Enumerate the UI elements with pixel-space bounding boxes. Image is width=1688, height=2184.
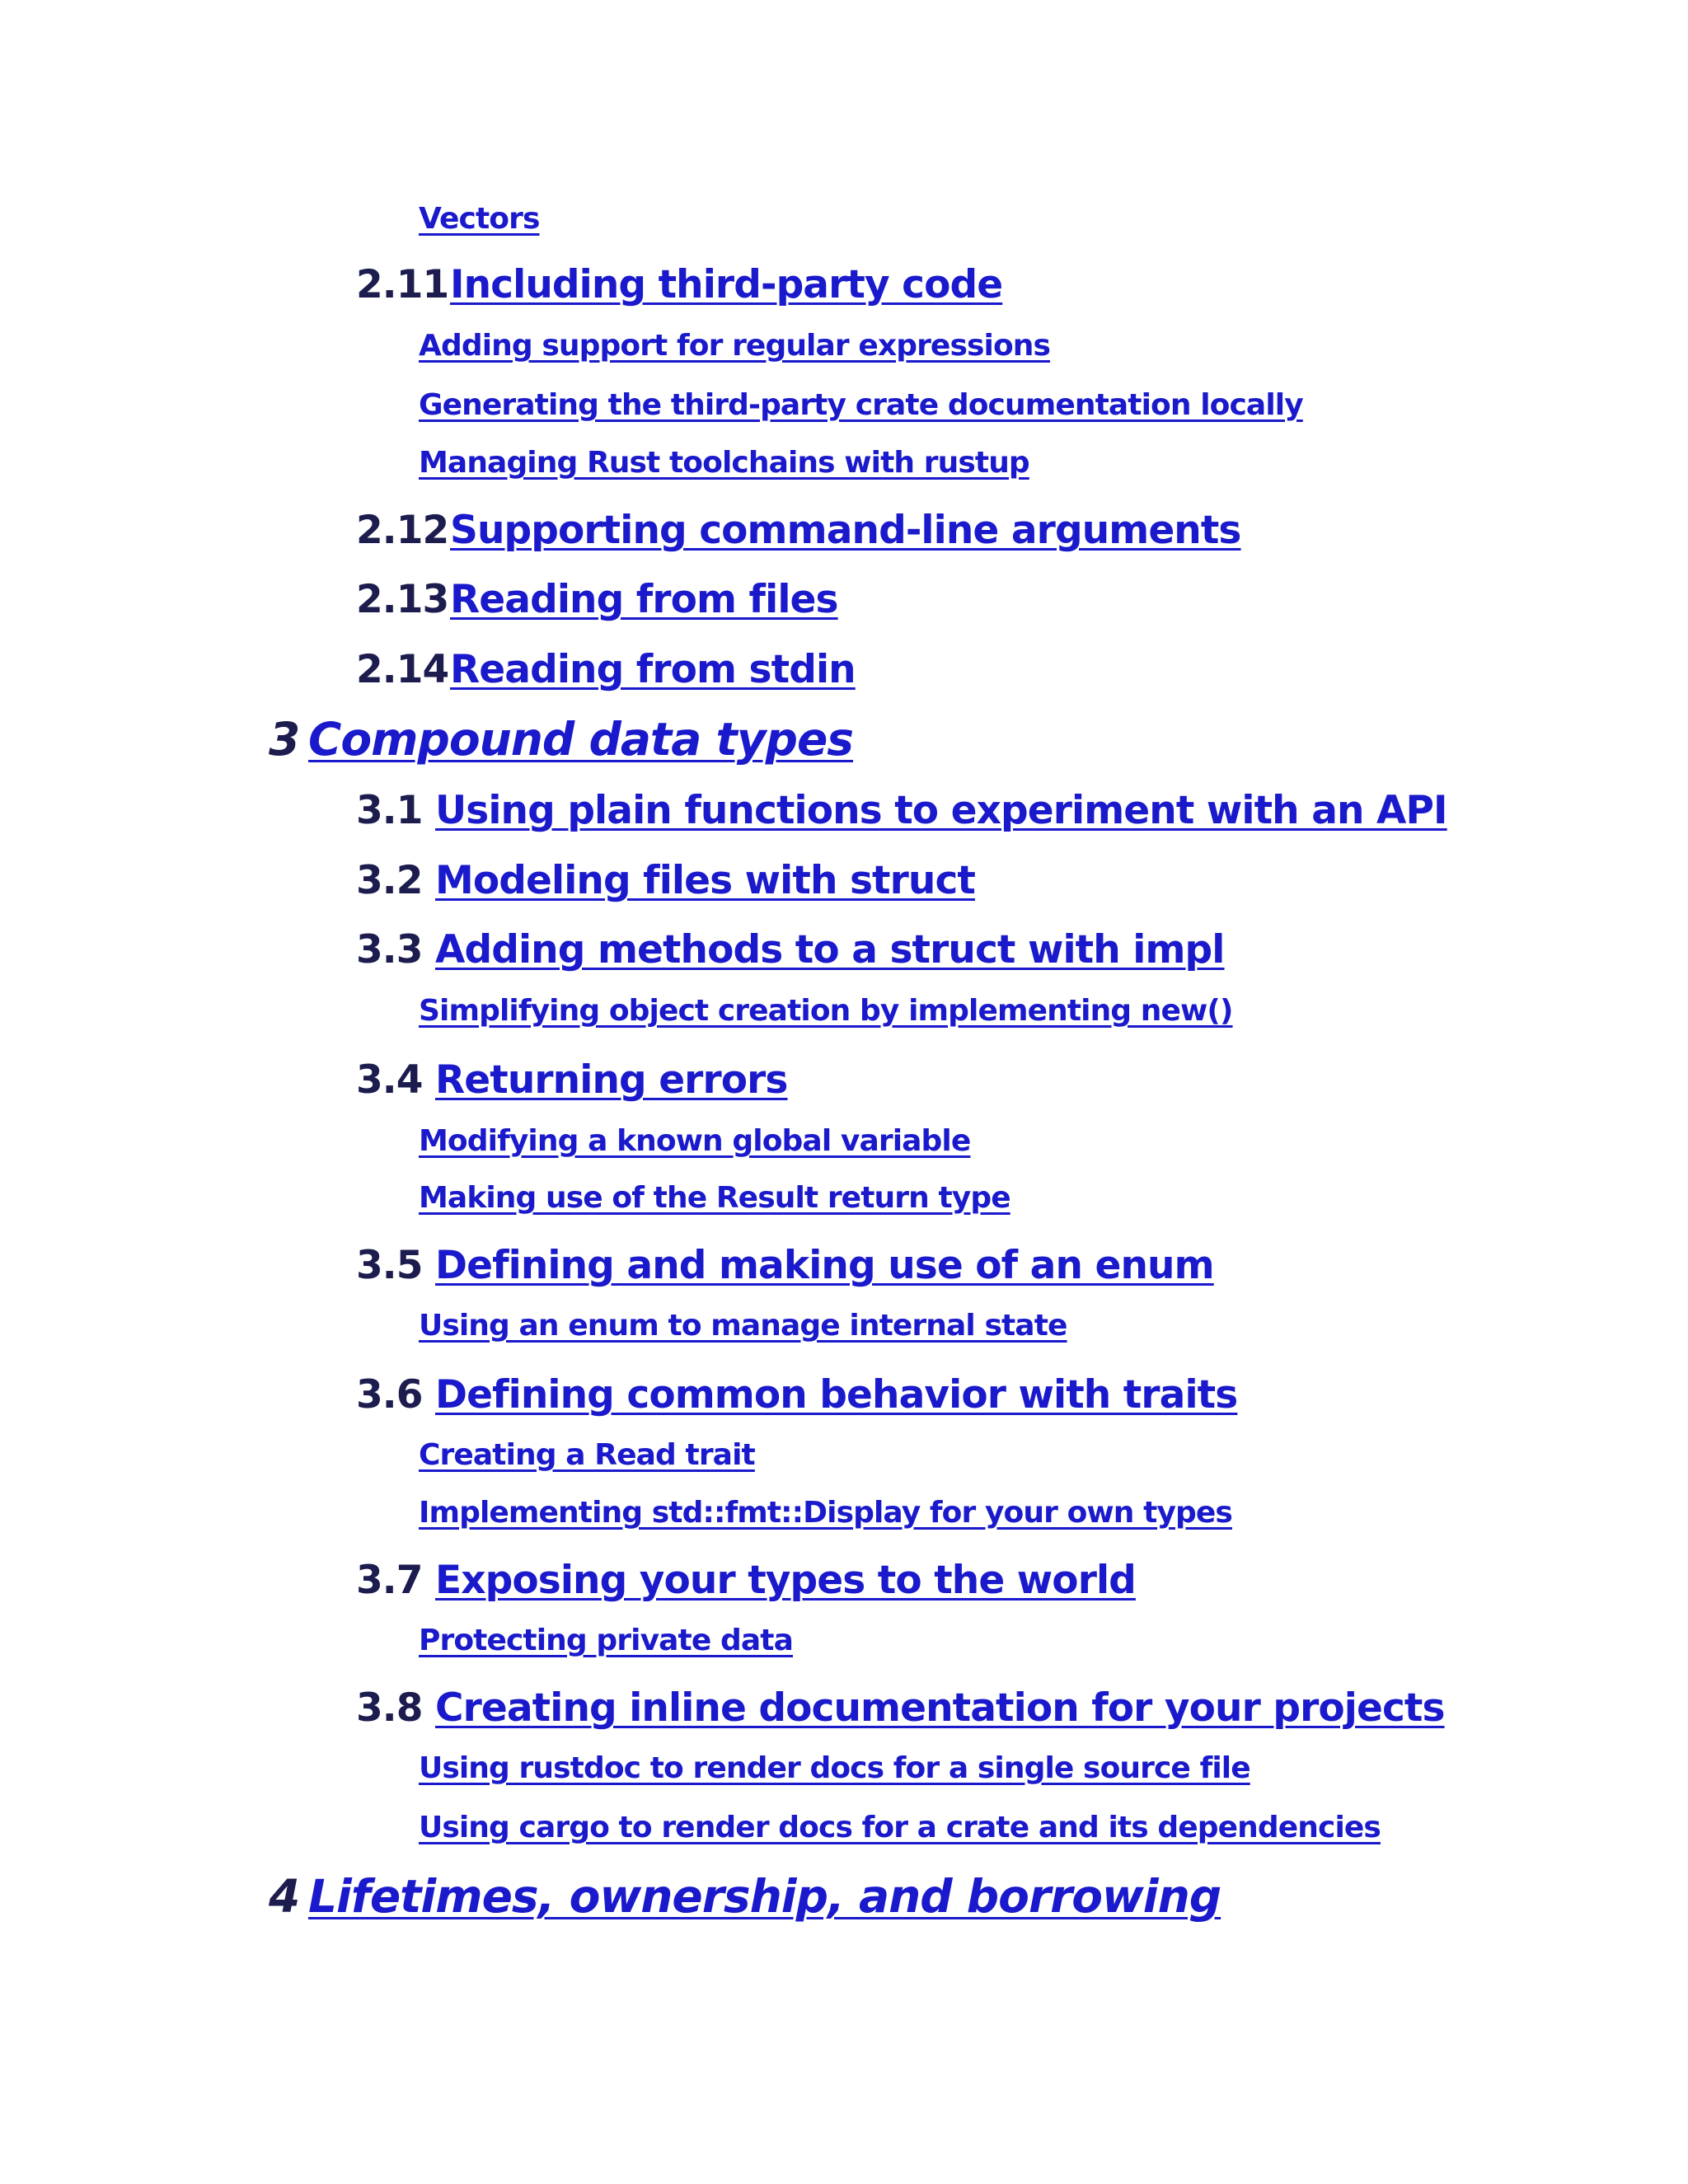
section-number: 3.8 — [356, 1685, 423, 1731]
toc-entry-private-data — [419, 1626, 793, 1656]
toc-entry-new-constructor — [419, 996, 1233, 1026]
toc-entry-2-11 — [356, 262, 1003, 307]
section-number: 3.6 — [356, 1372, 423, 1418]
toc-link-3-8[interactable]: Creating inline documentation for your projects — [435, 1685, 1445, 1731]
toc-entry-enum-state — [419, 1311, 1067, 1341]
toc-entry-3-8 — [356, 1685, 1445, 1731]
toc-link-vectors[interactable]: Vectors — [419, 202, 540, 236]
toc-link-3-5[interactable]: Defining and making use of an enum — [435, 1243, 1214, 1288]
toc-link-private-data[interactable]: Protecting private data — [419, 1624, 793, 1657]
toc-link-rustdoc[interactable]: Using rustdoc to render docs for a single source file — [419, 1751, 1250, 1785]
toc-link-2-12[interactable]: Supporting command-line arguments — [450, 508, 1241, 553]
toc-entry-vectors — [419, 204, 539, 234]
toc-entry-3-4 — [356, 1057, 788, 1103]
toc-link-3-4[interactable]: Returning errors — [435, 1057, 788, 1103]
toc-entry-rustdoc — [419, 1751, 1250, 1785]
toc-entry-regex-support — [419, 331, 1050, 361]
section-number: 2.13 — [356, 577, 449, 622]
toc-link-chapter-3[interactable]: Compound data types — [308, 713, 854, 766]
toc-entry-global-variable — [419, 1124, 971, 1158]
toc-entry-3-6 — [356, 1372, 1238, 1418]
toc-link-3-2[interactable]: Modeling files with struct — [435, 858, 975, 903]
toc-entry-display-trait — [419, 1498, 1232, 1528]
toc-entry-crate-docs — [419, 388, 1303, 422]
toc-entry-3-7 — [356, 1558, 1136, 1603]
toc-entry-3-1 — [356, 788, 1447, 833]
section-number: 3.3 — [356, 927, 423, 972]
section-number: 3.5 — [356, 1243, 423, 1288]
toc-chapter-4 — [269, 1870, 1221, 1923]
section-number: 3.1 — [356, 788, 423, 833]
toc-link-3-1[interactable]: Using plain functions to experiment with an API — [435, 788, 1447, 833]
toc-link-rustup[interactable]: Managing Rust toolchains with rustup — [419, 446, 1029, 480]
toc-link-enum-state[interactable]: Using an enum to manage internal state — [419, 1309, 1067, 1343]
section-number: 2.14 — [356, 647, 449, 692]
section-number: 2.11 — [356, 262, 449, 307]
toc-link-result-type[interactable]: Making use of the Result return type — [419, 1181, 1010, 1215]
toc-entry-rustup — [419, 448, 1029, 478]
toc-link-new-constructor[interactable]: Simplifying object creation by implementing new() — [419, 994, 1233, 1028]
section-number: 3.2 — [356, 858, 423, 903]
toc-entry-read-trait — [419, 1438, 755, 1472]
toc-link-3-3[interactable]: Adding methods to a struct with impl — [435, 927, 1225, 972]
toc-entry-result-type — [419, 1183, 1010, 1213]
toc-entry-2-12 — [356, 508, 1241, 553]
chapter-number: 3 — [269, 713, 300, 766]
toc-link-chapter-4[interactable]: Lifetimes, ownership, and borrowing — [308, 1870, 1221, 1923]
toc-link-crate-docs[interactable]: Generating the third-party crate documentation locally — [419, 388, 1303, 422]
toc-entry-2-14 — [356, 647, 856, 692]
chapter-number: 4 — [269, 1870, 300, 1923]
toc-entry-3-5 — [356, 1243, 1214, 1288]
toc-entry-3-2 — [356, 858, 975, 903]
toc-link-3-7[interactable]: Exposing your types to the world — [435, 1558, 1136, 1603]
toc-link-cargo-doc[interactable]: Using cargo to render docs for a crate and its dependencies — [419, 1811, 1381, 1844]
section-number: 2.12 — [356, 508, 449, 553]
toc-entry-3-3 — [356, 927, 1225, 972]
section-number: 3.7 — [356, 1558, 423, 1603]
toc-link-2-14[interactable]: Reading from stdin — [450, 647, 856, 692]
section-number: 3.4 — [356, 1057, 423, 1103]
toc-link-global-variable[interactable]: Modifying a known global variable — [419, 1124, 971, 1158]
toc-link-2-11[interactable]: Including third-party code — [450, 262, 1003, 307]
toc-entry-2-13 — [356, 577, 838, 622]
toc-link-2-13[interactable]: Reading from files — [450, 577, 838, 622]
toc-link-regex-support[interactable]: Adding support for regular expressions — [419, 329, 1051, 363]
toc-chapter-3 — [269, 713, 854, 766]
toc-link-read-trait[interactable]: Creating a Read trait — [419, 1438, 755, 1472]
toc-entry-cargo-doc — [419, 1813, 1381, 1843]
toc-link-display-trait[interactable]: Implementing std::fmt::Display for your own types — [419, 1496, 1232, 1530]
toc-link-3-6[interactable]: Defining common behavior with traits — [435, 1372, 1238, 1418]
